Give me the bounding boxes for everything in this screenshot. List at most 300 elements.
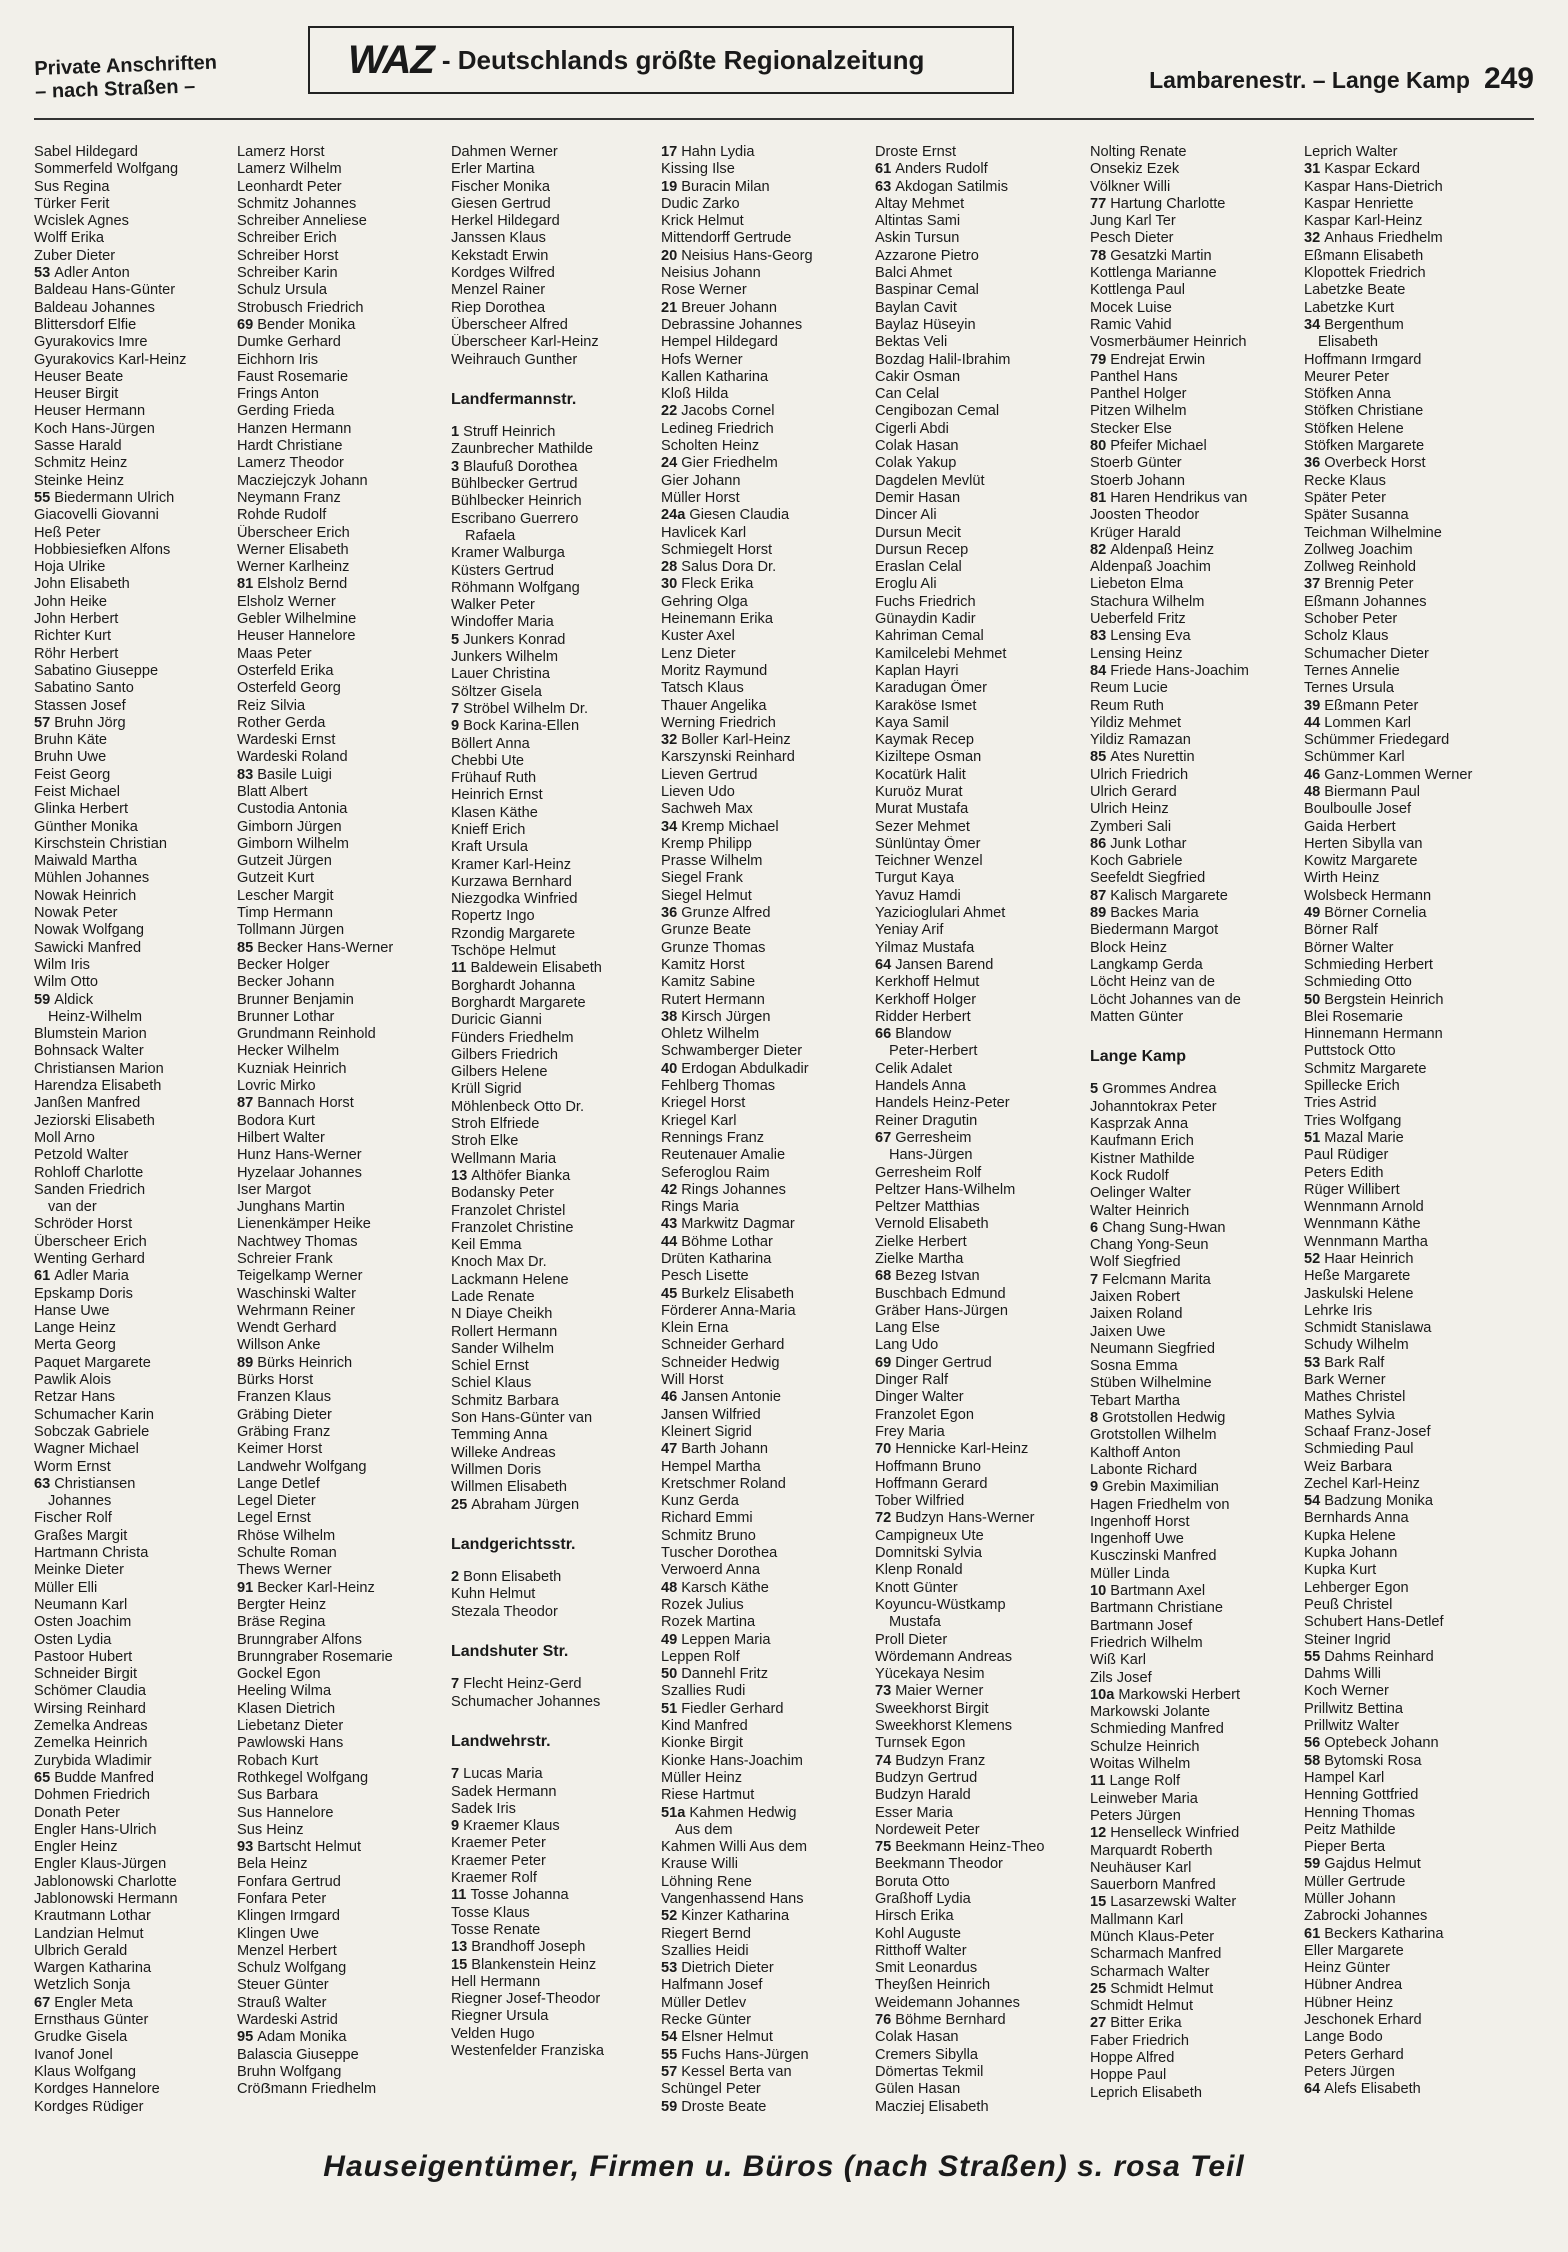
directory-entry: Börner Ralf xyxy=(1304,922,1378,939)
directory-entry: Gülen Hasan xyxy=(875,2081,961,2098)
resident-name: Fiedler Gerhard xyxy=(681,1700,784,1717)
house-number: 45 xyxy=(661,1285,678,1302)
directory-entry: Neumann Karl xyxy=(34,1596,128,1613)
directory-entry-continuation: Rafaela xyxy=(465,527,516,544)
directory-entry: Heuser Beate xyxy=(34,368,124,385)
house-number: 51 xyxy=(661,1700,678,1717)
directory-entry: Heuser Hermann xyxy=(34,403,146,420)
directory-entry: Balascia Giuseppe xyxy=(237,2046,359,2063)
directory-entry: Pawlik Alois xyxy=(34,1372,112,1389)
directory-entry: Kupka Johann xyxy=(1304,1545,1398,1562)
resident-name: Lommen Karl xyxy=(1324,714,1412,731)
resident-name: Bender Monika xyxy=(257,316,356,333)
directory-entry: Elsholz Werner xyxy=(237,593,336,610)
directory-entry: Nordeweit Peter xyxy=(875,1821,980,1838)
directory-entry: Grundmann Reinhold xyxy=(237,1026,376,1043)
directory-entry xyxy=(237,1839,443,1856)
directory-entry: Bühlbecker Heinrich xyxy=(451,493,582,510)
directory-entry: Ridder Herbert xyxy=(875,1008,971,1025)
directory-entry: Hell Hermann xyxy=(451,1973,541,1990)
resident-name: Brandhoff Joseph xyxy=(471,1939,586,1956)
directory-entry: Weidemann Johannes xyxy=(875,1994,1020,2011)
directory-entry: Gimborn Jürgen xyxy=(237,818,342,835)
directory-entry: Donath Peter xyxy=(34,1804,120,1821)
resident-name: Budzyn Hans-Werner xyxy=(895,1510,1035,1527)
directory-entry: Mühlen Johannes xyxy=(34,870,150,887)
resident-name: Becker Hans-Werner xyxy=(257,939,394,956)
directory-entry: Engler Hans-Ulrich xyxy=(34,1821,157,1838)
directory-entry: Schmiegelt Horst xyxy=(661,541,773,558)
directory-entry: Schmitz Bruno xyxy=(661,1527,756,1544)
directory-entry: Scharmach Manfred xyxy=(1090,1946,1222,1963)
directory-entry: Ueberfeld Fritz xyxy=(1090,611,1186,628)
directory-entry: Kahriman Cemal xyxy=(875,628,984,645)
directory-entry xyxy=(1090,1479,1296,1496)
resident-name: Buracin Milan xyxy=(681,178,770,195)
directory-entry: Jansen Wilfried xyxy=(661,1406,761,1423)
directory-entry xyxy=(661,455,867,472)
directory-entry: Junkers Wilhelm xyxy=(451,649,559,666)
directory-entry: Reum Ruth xyxy=(1090,697,1164,714)
directory-entry xyxy=(661,1666,867,1683)
directory-entry: Wolff Erika xyxy=(34,230,105,247)
directory-entry: Sachweh Max xyxy=(661,801,753,818)
directory-entry: Jeschonek Erhard xyxy=(1304,2012,1422,2029)
directory-entry xyxy=(34,715,240,732)
directory-entry: Zymberi Sali xyxy=(1090,818,1172,835)
directory-entry: Wetzlich Sonja xyxy=(34,1977,131,1994)
directory-entry: Blumstein Marion xyxy=(34,1026,147,1043)
house-number: 73 xyxy=(875,1683,892,1700)
directory-entry: Rothkegel Wolfgang xyxy=(237,1769,369,1786)
house-number: 89 xyxy=(237,1354,254,1371)
resident-name: Giesen Claudia xyxy=(689,507,790,524)
directory-entry: Scholten Heinz xyxy=(661,438,760,455)
directory-entry: Knoch Max Dr. xyxy=(451,1254,547,1271)
directory-entry: Budzyn Gertrud xyxy=(875,1769,978,1786)
directory-entry: Ivanof Jonel xyxy=(34,2046,113,2063)
resident-name: Bark Ralf xyxy=(1324,1354,1385,1371)
directory-entry: Woitas Wilhelm xyxy=(1090,1756,1191,1773)
directory-entry: Bozdag Halil-Ibrahim xyxy=(875,351,1011,368)
resident-name: Haar Heinrich xyxy=(1324,1251,1414,1267)
directory-entry: Kupka Helene xyxy=(1304,1527,1396,1544)
resident-name: Bartscht Helmut xyxy=(257,1839,362,1856)
directory-entry: Riep Dorothea xyxy=(451,299,546,316)
directory-entry xyxy=(1304,1130,1510,1147)
directory-entry-continuation: Hans-Jürgen xyxy=(889,1147,973,1164)
directory-entry: Wolf Siegfried xyxy=(1090,1254,1181,1271)
house-number: 65 xyxy=(34,1769,51,1786)
directory-entry: Yildiz Mehmet xyxy=(1090,714,1182,731)
directory-entry: Hoffmann Bruno xyxy=(875,1458,982,1475)
directory-entry: Tries Wolfgang xyxy=(1304,1112,1402,1129)
directory-entry: Hoja Ulrike xyxy=(34,559,106,576)
house-number: 64 xyxy=(1304,2081,1321,2098)
directory-entry-continuation: Mustafa xyxy=(889,1614,941,1631)
directory-entry: Kaplan Hayri xyxy=(875,662,959,679)
house-number: 11 xyxy=(451,960,467,977)
directory-entry: Rollert Hermann xyxy=(451,1323,558,1340)
page-header xyxy=(34,22,1534,122)
directory-entry: Velden Hugo xyxy=(451,2025,535,2042)
directory-entry: Faber Friedrich xyxy=(1090,2032,1189,2049)
directory-entry: Engler Klaus-Jürgen xyxy=(34,1856,167,1873)
resident-name: Anhaus Friedhelm xyxy=(1324,230,1443,247)
resident-name: Engler Meta xyxy=(54,1994,133,2011)
directory-entry: Heuser Hannelore xyxy=(237,628,356,645)
directory-entry: Rozek Martina xyxy=(661,1614,756,1631)
directory-entry: Bergter Heinz xyxy=(237,1596,327,1613)
directory-entry: John Heike xyxy=(34,593,108,610)
directory-entry xyxy=(661,300,867,317)
directory-entry: Sanden Friedrich xyxy=(34,1181,146,1198)
resident-name: Brennig Peter xyxy=(1324,576,1414,593)
house-number: 48 xyxy=(1304,783,1321,800)
directory-entry xyxy=(1304,161,1510,178)
directory-entry: Koch Hans-Jürgen xyxy=(34,420,155,437)
directory-entry: Riegert Bernd xyxy=(661,1925,752,1942)
directory-entry: Legel Dieter xyxy=(237,1493,316,1510)
directory-entry: Tosse Klaus xyxy=(451,1904,530,1921)
directory-entry: Askin Tursun xyxy=(875,230,960,247)
directory-entry: Balci Ahmet xyxy=(875,265,953,282)
resident-name: Grommes Andrea xyxy=(1102,1081,1217,1098)
directory-entry: Ramic Vahid xyxy=(1090,316,1172,333)
resident-name: Lucas Maria xyxy=(463,1766,543,1783)
directory-entry: Steinke Heinz xyxy=(34,472,125,489)
directory-entry: Borghardt Johanna xyxy=(451,977,576,994)
directory-entry: Später Peter xyxy=(1304,489,1386,506)
directory-entry: Duricic Gianni xyxy=(451,1012,542,1029)
directory-entry: Zemelka Andreas xyxy=(34,1718,148,1735)
directory-entry: Kamitz Horst xyxy=(661,956,745,973)
directory-entry: Hardt Christiane xyxy=(237,438,343,455)
resident-name: Chang Sung-Hwan xyxy=(1102,1219,1226,1236)
directory-entry: Sweekhorst Birgit xyxy=(875,1700,989,1717)
directory-entry: Kuzniak Heinrich xyxy=(237,1060,347,1077)
house-number: 40 xyxy=(661,1060,678,1077)
resident-name: Friede Hans-Joachim xyxy=(1110,662,1249,679)
directory-entry: Wargen Katharina xyxy=(34,1960,152,1977)
directory-entry: Hempel Martha xyxy=(661,1458,761,1475)
directory-entry: Stöfken Anna xyxy=(1304,386,1391,403)
directory-entry: Heinrich Ernst xyxy=(451,787,543,804)
directory-entry: Schulz Ursula xyxy=(237,282,328,299)
page-range xyxy=(1149,62,1534,96)
directory-entry: Rzondig Margarete xyxy=(451,925,576,942)
directory-entry: Peters Jürgen xyxy=(1304,2063,1395,2080)
directory-entry: Sauerborn Manfred xyxy=(1090,1877,1216,1894)
directory-entry: Nachtwey Thomas xyxy=(237,1233,358,1250)
directory-entry: Lamerz Theodor xyxy=(237,455,344,472)
resident-name: Markowski Herbert xyxy=(1118,1686,1240,1703)
directory-entry: Dursun Mecit xyxy=(875,524,961,541)
directory-entry: Schneider Gerhard xyxy=(661,1337,785,1354)
directory-entry: Theyßen Heinrich xyxy=(875,1977,991,1994)
house-number: 61 xyxy=(1304,1925,1321,1942)
section-label-line2: – nach Straßen – xyxy=(34,75,196,103)
directory-entry: Chebbi Ute xyxy=(451,752,525,769)
directory-entry: Frings Anton xyxy=(237,386,319,403)
directory-entry: Müller Johann xyxy=(1304,1890,1396,1907)
directory-entry: Schulz Wolfgang xyxy=(237,1960,347,1977)
directory-column-2 xyxy=(237,144,443,2134)
house-number: 9 xyxy=(451,1818,460,1835)
house-number: 83 xyxy=(1090,628,1107,645)
directory-entry: Teichman Wilhelmine xyxy=(1304,524,1442,541)
directory-entry: Kaspar Hans-Dietrich xyxy=(1304,178,1443,195)
directory-entry: Hoppe Alfred xyxy=(1090,2050,1175,2067)
directory-entry: Frey Maria xyxy=(875,1423,945,1440)
directory-entry: Ropertz Ingo xyxy=(451,908,535,925)
directory-entry: Debrassine Johannes xyxy=(661,316,803,333)
directory-entry: Paul Rüdiger xyxy=(1304,1147,1389,1164)
directory-entry: Sabel Hildegard xyxy=(34,144,138,160)
directory-entry: Peters Gerhard xyxy=(1304,2046,1404,2063)
directory-entry: Weiz Barbara xyxy=(1304,1458,1393,1475)
directory-entry xyxy=(661,1061,867,1078)
resident-name: Baldewein Elisabeth xyxy=(470,960,602,977)
directory-entry xyxy=(451,1957,657,1974)
directory-entry: Werner Elisabeth xyxy=(237,541,349,558)
directory-entry: Sadek Hermann xyxy=(451,1783,557,1800)
house-number: 24a xyxy=(661,507,686,524)
resident-name: Tosse Johanna xyxy=(470,1887,569,1904)
directory-entry: Matten Günter xyxy=(1090,1008,1184,1025)
directory-entry: Kalthoff Anton xyxy=(1090,1444,1181,1461)
directory-entry: Oelinger Walter xyxy=(1090,1185,1191,1202)
directory-entry xyxy=(661,819,867,836)
directory-entry: Schiel Ernst xyxy=(451,1358,529,1375)
resident-name: Ströbel Wilhelm Dr. xyxy=(463,700,589,717)
resident-name: Felcmann Marita xyxy=(1102,1271,1211,1288)
resident-name: Beckers Katharina xyxy=(1324,1925,1444,1942)
house-number: 32 xyxy=(1304,230,1321,247)
directory-entry: Kaymak Recep xyxy=(875,732,974,749)
directory-entry: Jablonowski Charlotte xyxy=(34,1873,177,1890)
directory-entry: Steiner Ingrid xyxy=(1304,1631,1391,1648)
resident-name: Bonn Elisabeth xyxy=(463,1569,562,1586)
directory-entry: Schubert Hans-Detlef xyxy=(1304,1614,1444,1631)
directory-entry: Ingenhoff Uwe xyxy=(1090,1531,1184,1548)
directory-entry: Sander Wilhelm xyxy=(451,1340,555,1357)
directory-entry: Baldeau Hans-Günter xyxy=(34,282,176,299)
directory-entry: Wördemann Andreas xyxy=(875,1648,1013,1665)
directory-entry: Kirschstein Christian xyxy=(34,835,168,852)
directory-entry: Neisius Johann xyxy=(661,265,761,282)
directory-entry: Labonte Richard xyxy=(1090,1461,1198,1478)
directory-entry: Schmitz Margarete xyxy=(1304,1060,1427,1077)
directory-entry: Heeling Wilma xyxy=(237,1683,332,1700)
directory-entry: Tober Wilfried xyxy=(875,1493,965,1510)
directory-entry: Fonfara Peter xyxy=(237,1890,327,1907)
house-number: 11 xyxy=(451,1887,467,1904)
house-number: 51a xyxy=(661,1804,686,1821)
directory-entry xyxy=(1090,663,1296,680)
directory-entry: Lange Heinz xyxy=(34,1320,116,1337)
directory-entry: Liebetanz Dieter xyxy=(237,1718,344,1735)
directory-entry: Karszynski Reinhard xyxy=(661,749,795,766)
directory-entry: Sobczak Gabriele xyxy=(34,1423,150,1440)
directory-entry xyxy=(661,507,867,524)
directory-entry: Münch Klaus-Peter xyxy=(1090,1928,1215,1945)
directory-entry: Heße Margarete xyxy=(1304,1268,1411,1285)
resident-name: Mazal Marie xyxy=(1324,1129,1404,1146)
directory-entry: Bühlbecker Gertrud xyxy=(451,476,578,493)
directory-entry: Eßmann Elisabeth xyxy=(1304,247,1424,264)
directory-entry: Hübner Andrea xyxy=(1304,1977,1403,1994)
directory-entry: Stöfken Margarete xyxy=(1304,438,1425,455)
directory-entry xyxy=(451,960,657,977)
directory-entry: Koch Gabriele xyxy=(1090,853,1183,870)
directory-entry: Küsters Gertrud xyxy=(451,562,555,579)
house-number: 55 xyxy=(1304,1648,1321,1665)
directory-entry: Tatsch Klaus xyxy=(661,680,744,697)
directory-entry: Lamerz Horst xyxy=(237,144,325,160)
directory-entry: Kionke Hans-Joachim xyxy=(661,1752,803,1769)
directory-entry xyxy=(875,1130,1081,1147)
directory-entry: Graßes Margit xyxy=(34,1527,128,1544)
directory-entry: Zielke Martha xyxy=(875,1251,964,1267)
street-heading: Landfermannstr. xyxy=(451,390,577,408)
resident-name: Erdogan Abdulkadir xyxy=(681,1060,809,1077)
directory-entry: Franzolet Christel xyxy=(451,1202,566,1219)
resident-name: Lange Rolf xyxy=(1109,1773,1181,1790)
resident-name: Dahms Reinhard xyxy=(1324,1648,1434,1665)
directory-entry: Sabatino Giuseppe xyxy=(34,662,159,679)
directory-entry: Schmieding Manfred xyxy=(1090,1721,1224,1738)
directory-entry xyxy=(661,1580,867,1597)
directory-entry xyxy=(34,1995,240,2012)
house-number: 70 xyxy=(875,1441,892,1458)
directory-entry xyxy=(451,1939,657,1956)
directory-entry: Moll Arno xyxy=(34,1129,95,1146)
directory-entry: Kriegel Karl xyxy=(661,1112,737,1129)
directory-entry xyxy=(875,179,1081,196)
directory-entry: Ulrich Heinz xyxy=(1090,801,1169,818)
directory-entry: Henning Gottfried xyxy=(1304,1787,1419,1804)
directory-entry: Gräbing Franz xyxy=(237,1423,331,1440)
house-number: 72 xyxy=(875,1510,892,1527)
resident-name: Bruhn Jörg xyxy=(54,714,126,731)
directory-entry: Börner Walter xyxy=(1304,939,1394,956)
directory-entry: Dahmen Werner xyxy=(451,144,558,160)
directory-entry: Neuhäuser Karl xyxy=(1090,1859,1192,1876)
directory-entry: Kloß Hilda xyxy=(661,386,729,403)
house-number: 53 xyxy=(661,1960,678,1977)
directory-entry: Schaaf Franz-Josef xyxy=(1304,1423,1431,1440)
directory-entry: Hecker Wilhelm xyxy=(237,1043,340,1060)
directory-entry: Fischer Rolf xyxy=(34,1510,112,1527)
resident-name: Endrejat Erwin xyxy=(1110,351,1206,368)
directory-entry: Sezer Mehmet xyxy=(875,818,970,835)
directory-entry: Wirsing Reinhard xyxy=(34,1700,146,1717)
resident-name: Boller Karl-Heinz xyxy=(681,732,791,749)
directory-entry-continuation: Elisabeth xyxy=(1318,334,1379,351)
directory-entry: Kramer Karl-Heinz xyxy=(451,856,572,873)
directory-entry: Zils Josef xyxy=(1090,1669,1152,1686)
directory-entry: Siegel Frank xyxy=(661,870,743,887)
house-number: 55 xyxy=(34,489,51,506)
directory-entry: Rohde Rudolf xyxy=(237,507,327,524)
directory-entry: Hoppe Paul xyxy=(1090,2067,1167,2084)
directory-entry: Weihrauch Gunther xyxy=(451,351,578,368)
house-number: 66 xyxy=(875,1026,892,1043)
directory-entry: Biedermann Margot xyxy=(1090,922,1219,939)
directory-entry xyxy=(1090,1981,1296,1998)
directory-entry: Knott Günter xyxy=(875,1579,958,1596)
directory-entry xyxy=(1304,455,1510,472)
house-number: 9 xyxy=(451,718,460,735)
directory-entry xyxy=(1304,1649,1510,1666)
house-number: 69 xyxy=(875,1354,892,1371)
house-number: 25 xyxy=(451,1496,468,1513)
house-number: 50 xyxy=(1304,991,1321,1008)
directory-entry: Thews Werner xyxy=(237,1562,332,1579)
directory-entry xyxy=(661,559,867,576)
directory-entry: Müller Gertrude xyxy=(1304,1873,1406,1890)
house-number: 55 xyxy=(661,2046,678,2063)
directory-entry: Müller Horst xyxy=(661,489,740,506)
directory-entry: Kurzawa Bernhard xyxy=(451,873,572,890)
directory-entry xyxy=(875,1441,1081,1458)
directory-entry: Labetzke Beate xyxy=(1304,282,1406,299)
directory-entry: Onsekiz Ezek xyxy=(1090,161,1180,178)
house-number: 54 xyxy=(1304,1493,1321,1510)
house-number: 6 xyxy=(1090,1219,1099,1236)
directory-entry: Temming Anna xyxy=(451,1427,548,1444)
street-heading: Landshuter Str. xyxy=(451,1643,569,1661)
directory-entry: Gyurakovics Imre xyxy=(34,334,148,351)
directory-entry: Walker Peter xyxy=(451,597,535,614)
house-number: 81 xyxy=(237,576,254,593)
directory-entry xyxy=(451,1818,657,1835)
directory-entry: Colak Hasan xyxy=(875,2029,959,2046)
directory-entry: Celik Adalet xyxy=(875,1060,953,1077)
directory-entry: Wcislek Agnes xyxy=(34,213,129,230)
house-number: 44 xyxy=(661,1233,678,1250)
directory-entry xyxy=(1304,2081,1510,2098)
house-number: 87 xyxy=(1090,887,1107,904)
directory-entry xyxy=(1090,749,1296,766)
resident-name: Grotstollen Hedwig xyxy=(1102,1410,1226,1427)
resident-name: Blaufuß Dorothea xyxy=(463,458,578,475)
house-number: 50 xyxy=(661,1666,678,1683)
directory-column-4 xyxy=(661,144,867,2134)
house-number: 36 xyxy=(661,905,678,922)
resident-name: Beekmann Heinz-Theo xyxy=(895,1839,1045,1856)
directory-entry xyxy=(34,992,240,1009)
directory-entry: Havlicek Karl xyxy=(661,524,747,541)
house-number: 24 xyxy=(661,455,678,472)
resident-name: Budzyn Franz xyxy=(895,1752,986,1769)
resident-name: Elsholz Bernd xyxy=(257,576,348,593)
house-number: 59 xyxy=(661,2098,678,2115)
directory-entry: Kraemer Rolf xyxy=(451,1870,537,1887)
directory-entry: Fehlberg Thomas xyxy=(661,1078,776,1095)
house-number: 80 xyxy=(1090,438,1107,455)
directory-entry: Lescher Margit xyxy=(237,887,334,904)
directory-entry: Kistner Mathilde xyxy=(1090,1150,1195,1167)
directory-entry: Lehberger Egon xyxy=(1304,1579,1409,1596)
directory-entry: Engler Heinz xyxy=(34,1839,118,1856)
resident-name: Grunze Alfred xyxy=(681,905,771,922)
directory-entry: Krautmann Lothar xyxy=(34,1908,151,1925)
directory-entry: Willmen Elisabeth xyxy=(451,1479,567,1496)
resident-name: Ates Nurettin xyxy=(1110,749,1195,766)
house-number: 46 xyxy=(1304,766,1321,783)
